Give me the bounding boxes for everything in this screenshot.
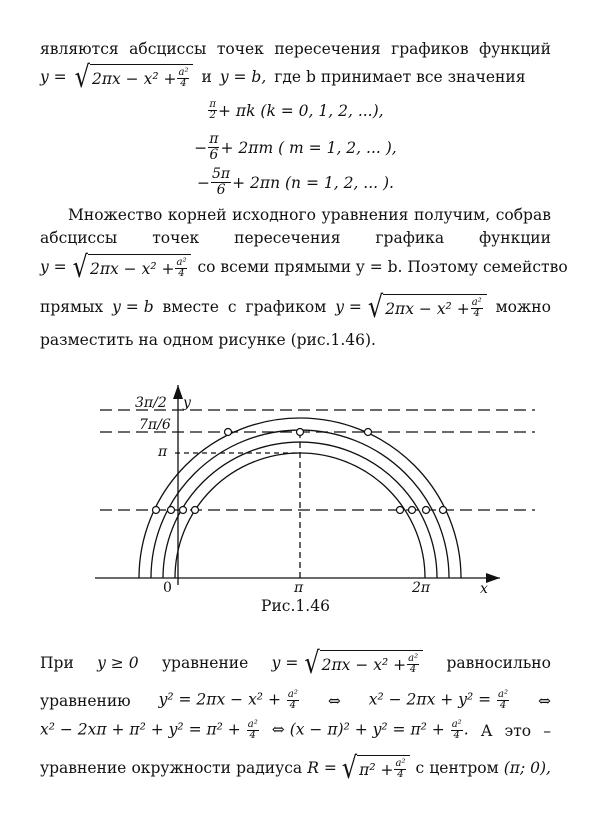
x-axis-label: x bbox=[480, 581, 488, 595]
math-r-eq: R = bbox=[307, 758, 337, 777]
frac-numerator: a² bbox=[178, 67, 189, 78]
intersection-point bbox=[440, 507, 447, 514]
p3-line2 bbox=[40, 690, 551, 711]
equivalence-symbol: ⇔ bbox=[327, 691, 341, 710]
intersection-point bbox=[365, 429, 372, 436]
radical-sign: √ bbox=[367, 289, 384, 324]
frac-numerator: a² bbox=[287, 689, 298, 700]
p3-line4 bbox=[40, 750, 551, 785]
radicand: 2πx − x² + bbox=[321, 655, 407, 674]
math-center: (π; 0), bbox=[503, 758, 551, 777]
intersection-point bbox=[397, 507, 404, 514]
frac-numerator: a² bbox=[176, 257, 187, 268]
text: со всеми прямыми y = b. Поэтому семейство bbox=[197, 257, 568, 276]
p3-line1 bbox=[40, 645, 551, 680]
radical-sign: √ bbox=[341, 750, 358, 785]
p3-line3 bbox=[40, 720, 551, 741]
word: являются bbox=[40, 40, 119, 58]
intersection-point bbox=[168, 507, 175, 514]
radicand: 2πx − x² + bbox=[91, 69, 177, 88]
intersection-point bbox=[225, 429, 232, 436]
frac-numerator: a² bbox=[471, 297, 482, 308]
radical-sign: √ bbox=[304, 645, 320, 680]
x-tick-pi: π bbox=[294, 580, 304, 595]
p2-line2 bbox=[40, 229, 551, 247]
sqrt-expression bbox=[367, 289, 487, 324]
dash: – bbox=[543, 721, 551, 740]
math-y-eq: y = bbox=[40, 67, 67, 86]
word: равносильно bbox=[446, 653, 551, 672]
frac-numerator: π bbox=[209, 99, 216, 110]
frac-denominator: 6 bbox=[209, 147, 219, 163]
p2-line5: разместить на одном рисунке (рис.1.46). bbox=[40, 331, 376, 349]
frac-numerator: a² bbox=[408, 653, 419, 664]
sqrt-expression bbox=[341, 750, 411, 785]
intersection-point bbox=[192, 507, 199, 514]
radical-sign: √ bbox=[74, 59, 90, 94]
math-y-eq: y = bbox=[335, 297, 362, 316]
frac-numerator: 5π bbox=[212, 166, 231, 182]
math-eq: ⇔ (x − π)² + y² = π² + bbox=[271, 720, 445, 739]
x-axis-arrow-icon bbox=[486, 573, 500, 583]
period: . bbox=[463, 720, 469, 739]
word: пересечения bbox=[274, 40, 381, 58]
intersection-point bbox=[180, 507, 187, 514]
word: точек bbox=[216, 40, 264, 58]
frac-denominator: 4 bbox=[499, 700, 507, 711]
word: корней bbox=[167, 206, 227, 224]
equivalence-symbol: ⇔ bbox=[537, 691, 551, 710]
text: где b принимает все значения bbox=[274, 67, 526, 86]
p1-line1 bbox=[40, 40, 551, 58]
frac-denominator: 4 bbox=[289, 700, 297, 711]
word: с bbox=[227, 297, 237, 316]
math-y-eq: y = bbox=[40, 257, 67, 276]
frac-denominator: 4 bbox=[249, 730, 256, 741]
word: пересечения bbox=[234, 229, 341, 247]
frac-numerator: a² bbox=[498, 689, 508, 700]
y-axis-label: y bbox=[183, 395, 191, 411]
word: получим, bbox=[413, 206, 491, 224]
y-label-3pi-2: 3π/2 bbox=[135, 395, 167, 411]
math-text: + 2πm ( m = 1, 2, ... ), bbox=[220, 138, 397, 157]
word: графиков bbox=[391, 40, 469, 58]
frac-denominator: 4 bbox=[180, 78, 187, 89]
frac-denominator: 4 bbox=[453, 730, 460, 741]
radical-sign: √ bbox=[72, 249, 88, 284]
figure-1-46 bbox=[0, 370, 591, 595]
word: функций bbox=[479, 40, 551, 58]
math-y-eq-b: y = b bbox=[112, 297, 154, 316]
intersection-point bbox=[153, 507, 160, 514]
word: это bbox=[504, 721, 532, 740]
value-1 bbox=[40, 100, 551, 121]
word: радиуса bbox=[236, 758, 303, 777]
value-2 bbox=[40, 132, 551, 163]
word: Множество bbox=[68, 206, 163, 224]
word: графиком bbox=[245, 297, 327, 316]
math-y-eq-b: y = b, bbox=[219, 67, 267, 86]
word: окружности bbox=[131, 758, 232, 777]
x-tick-0: 0 bbox=[163, 580, 172, 595]
sqrt-expression bbox=[74, 59, 194, 94]
word: графика bbox=[375, 229, 445, 247]
frac-denominator: 6 bbox=[216, 182, 226, 198]
frac-denominator: 4 bbox=[397, 769, 404, 780]
word: абсциссы bbox=[40, 229, 118, 247]
math-eq: y² = 2πx − x² + bbox=[158, 690, 281, 709]
word: При bbox=[40, 653, 74, 672]
p1-line2 bbox=[40, 59, 551, 94]
sqrt-expression bbox=[304, 645, 423, 680]
minus-sign: − bbox=[194, 138, 208, 157]
math-condition: y ≥ 0 bbox=[97, 653, 139, 672]
y-label-7pi-6: 7π/6 bbox=[139, 417, 171, 433]
word: можно bbox=[495, 297, 551, 316]
radicand: 2πx − x² + bbox=[89, 259, 175, 278]
word: центром bbox=[429, 758, 499, 777]
frac-numerator: a² bbox=[451, 719, 462, 730]
math-eq: x² − 2πx + y² = bbox=[368, 690, 492, 709]
math-text: + πk (k = 0, 1, 2, ...), bbox=[217, 101, 384, 120]
sqrt-expression bbox=[72, 249, 192, 284]
word: А bbox=[480, 721, 493, 740]
x-tick-2pi: 2π bbox=[412, 580, 431, 595]
math-eq: x² − 2xπ + π² + y² = π² + bbox=[40, 720, 241, 739]
frac-denominator: 2 bbox=[209, 110, 216, 121]
intersection-point bbox=[297, 429, 304, 436]
word: собрав bbox=[495, 206, 551, 224]
word: вместе bbox=[162, 297, 219, 316]
frac-numerator: a² bbox=[247, 719, 258, 730]
intersection-point bbox=[409, 507, 416, 514]
frac-numerator: π bbox=[209, 131, 219, 147]
word: уравнения bbox=[321, 206, 409, 224]
word: точек bbox=[152, 229, 200, 247]
word: исходного bbox=[232, 206, 316, 224]
radicand: 2πx − x² + bbox=[385, 299, 470, 318]
word: и bbox=[201, 67, 212, 86]
word: с bbox=[415, 758, 425, 777]
figure-caption: Рис.1.46 bbox=[261, 597, 330, 615]
p2-line4 bbox=[40, 289, 551, 324]
word: уравнение bbox=[40, 758, 127, 777]
math-y-eq: y = bbox=[271, 653, 299, 672]
frac-numerator: a² bbox=[395, 758, 406, 769]
intersection-point bbox=[423, 507, 430, 514]
p2-line3 bbox=[40, 249, 568, 284]
p2-line1 bbox=[68, 206, 551, 224]
word: прямых bbox=[40, 297, 104, 316]
word: уравнение bbox=[161, 653, 249, 672]
word: абсциссы bbox=[129, 40, 207, 58]
frac-denominator: 4 bbox=[409, 664, 417, 675]
y-axis-arrow-icon bbox=[173, 385, 183, 399]
word: функции bbox=[479, 229, 551, 247]
frac-denominator: 4 bbox=[473, 308, 480, 319]
y-label-pi: π bbox=[158, 444, 168, 460]
value-3 bbox=[40, 167, 551, 198]
frac-denominator: 4 bbox=[178, 268, 185, 279]
math-text: + 2πn (n = 1, 2, ... ). bbox=[232, 173, 394, 192]
word: уравнению bbox=[40, 691, 131, 710]
minus-sign: − bbox=[197, 173, 211, 192]
radicand: π² + bbox=[359, 760, 394, 779]
